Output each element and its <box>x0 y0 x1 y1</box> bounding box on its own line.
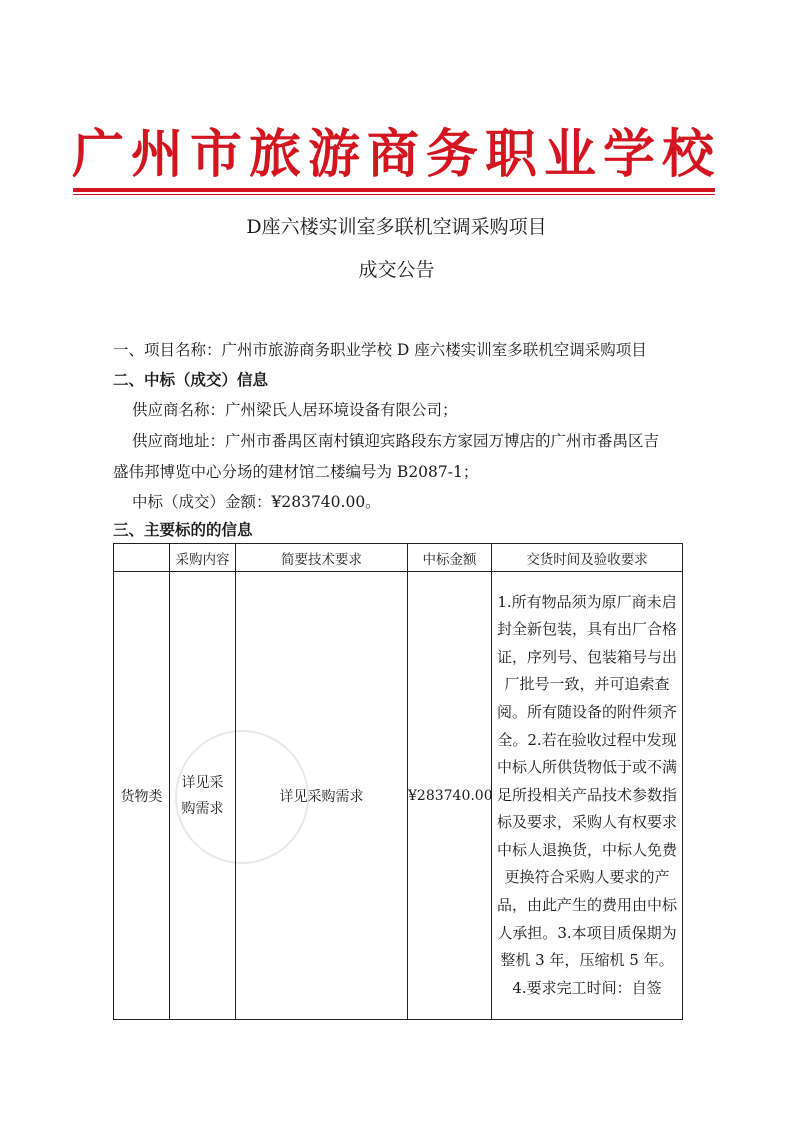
letterhead-rule-thin <box>73 194 715 195</box>
main-info-heading: 三、主要标的的信息 <box>113 520 253 539</box>
award-heading: 二、中标（成交）信息 <box>113 370 269 389</box>
project-name-line: 一、项目名称：广州市旅游商务职业学校 D 座六楼实训室多联机空调采购项目 <box>113 341 647 359</box>
supplier-address-line-1: 供应商地址：广州市番禺区南村镇迎宾路段东方家园万博店的广州市番禺区吉 <box>132 432 660 450</box>
delivery-cell: 1.所有物品须为原厂商未启封全新包装，具有出厂合格证，序列号、包装箱号与出厂批号一致，并可追索查阅。所有随设备的附件须齐全。2.若在验收过程中发现中标人所供货物低于或不满足所投相关产品技术参数指标及要求，采购人有权要求中标人退换货，中标人免费更换符合采购人要求的产品，由此产生的费用由中标人承担。3.本项目质保期为整机 3 年，压缩机 5 年。4.要求完工时间：自签 <box>492 572 683 1020</box>
category-cell: 货物类 <box>114 572 170 1020</box>
letterhead-rule-thick <box>73 188 715 192</box>
supplier-address-line-2: 盛伟邦博览中心分场的建材馆二楼编号为 B2087-1； <box>113 463 479 481</box>
award-amount: 中标（成交）金额：¥283740.00。 <box>132 493 381 511</box>
main-item-table <box>113 543 683 1020</box>
table-row <box>114 572 683 1020</box>
letterhead-org-name: 广州市旅游商务职业学校 <box>71 124 721 185</box>
table-header-cell: 中标金额 <box>408 544 492 572</box>
table-header-cell: 采购内容 <box>170 544 236 572</box>
table-header-cell: 简要技术要求 <box>236 544 408 572</box>
content-cell: 详见采购需求 <box>170 572 236 1020</box>
table-header-cell <box>114 544 170 572</box>
tech-requirements-cell: 详见采购需求 <box>236 572 408 1020</box>
amount-cell: ¥283740.00 <box>408 572 492 1020</box>
document-title: D座六楼实训室多联机空调采购项目 <box>246 216 547 238</box>
table-header-cell: 交货时间及验收要求 <box>492 544 683 572</box>
document-subtitle: 成交公告 <box>358 259 435 281</box>
supplier-name: 供应商名称：广州梁氏人居环境设备有限公司； <box>132 401 458 419</box>
table-header-row <box>114 544 683 572</box>
